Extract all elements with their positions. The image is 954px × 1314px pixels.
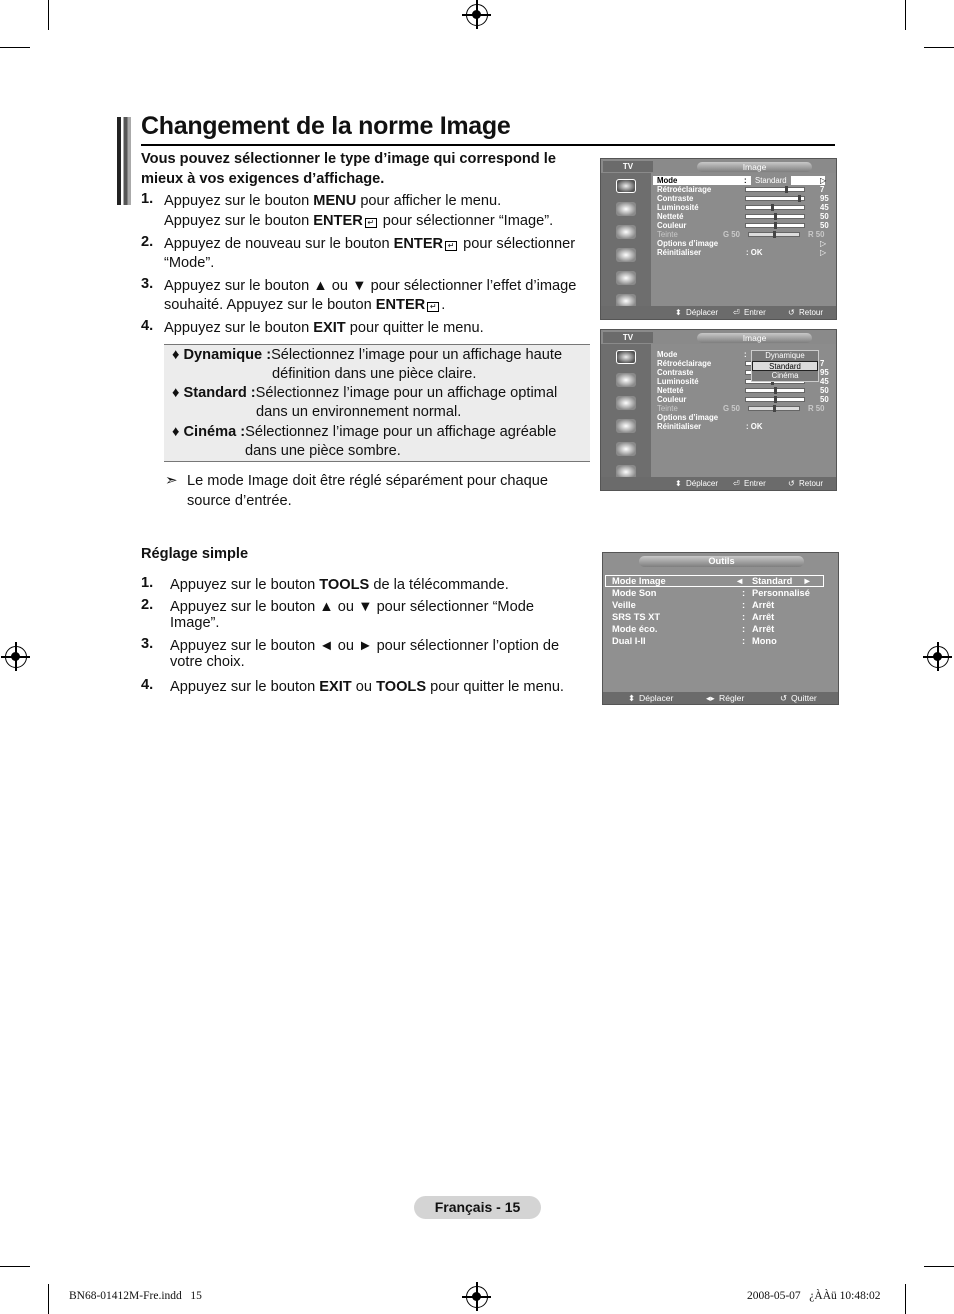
tv-label: TV [603,332,653,343]
mode-descriptions-box [164,344,590,462]
note-line-2: source d’entrée. [187,493,292,509]
enter-icon: ↵ [445,241,457,251]
menu-row-backlight[interactable]: Rétroéclairage [657,185,712,194]
step-number: 3. [141,276,154,292]
slider-value: 95 [820,194,829,203]
slider-value: 45 [820,377,829,386]
enter-icon: ↵ [365,218,377,228]
mode-dynamique-line-2: définition dans une pièce claire. [272,366,477,382]
menu-row-tint: Teinte [657,404,678,413]
menu-row-contrast[interactable]: Contraste [657,194,694,203]
menu-title: Image [697,162,812,172]
menu-header [601,330,836,344]
menu-row-brightness[interactable]: Luminosité [657,203,699,212]
tools-value-eco-mode: Arrêt [752,624,775,634]
note-arrow-icon: ➣ [165,472,178,489]
slider-value: 7 [820,359,825,368]
tv-menu-image-dropdown [600,329,837,491]
return-icon: ↺ [788,308,795,317]
page-number: Français - 15 [414,1196,541,1219]
arrow-right-icon: ▷ [820,239,826,248]
simple-step-2-line-2: Image”. [170,615,220,631]
step-number: 1. [141,191,154,207]
step-number: 2. [141,597,154,613]
footer-move: Déplacer [686,308,719,317]
menu-header [601,159,836,173]
slider-value: 50 [820,386,829,395]
tools-colon: : [742,612,746,622]
enter-icon: ⏎ [733,479,740,488]
slider-value: 45 [820,203,829,212]
menu-main [651,344,836,479]
slider-brightness[interactable] [745,205,805,210]
registration-mark-icon [466,4,488,26]
crop-mark [48,0,49,30]
crop-mark [924,47,954,48]
tools-value-dual: Mono [752,636,777,646]
tools-value-sound-mode: Personnalisé [752,588,810,598]
slider-value: 95 [820,368,829,377]
menu-row-sharpness[interactable]: Netteté [657,212,684,221]
menu-row-tint: Teinte [657,230,678,239]
footer-adjust: Régler [719,693,745,703]
dropdown-option-cinema[interactable]: Cinéma [771,371,799,380]
sound-icon[interactable] [616,202,636,216]
menu-row-mode[interactable]: Mode [657,350,678,359]
crop-mark [905,1284,906,1314]
tint-g-value: G 50 [723,404,740,413]
arrow-right-icon: ▷ [820,176,826,185]
tv-label: TV [603,161,653,172]
slider-knob[interactable] [774,387,777,394]
menu-row-brightness[interactable]: Luminosité [657,377,699,386]
mode-standard-line-1: ♦ Standard :Sélectionnez l’image pour un affichage optimal [172,385,558,401]
footer-move: Déplacer [639,693,674,703]
menu-row-highlight[interactable] [653,176,825,185]
tools-row-sound-mode[interactable]: Mode Son [612,588,657,598]
crop-mark [905,0,906,30]
menu-row-reset[interactable]: Réinitialiser [657,422,702,431]
slider-knob[interactable] [774,222,777,229]
step-4-line-1: Appuyez sur le bouton EXIT pour quitter le menu. [164,320,484,336]
slider-knob[interactable] [774,396,777,403]
menu-row-color[interactable]: Couleur [657,221,687,230]
step-3-line-1: Appuyez sur le bouton ▲ ou ▼ pour sélectionner l’effet d’image [164,278,577,294]
menu-title: Image [697,333,812,343]
simple-step-4: Appuyez sur le bouton EXIT ou TOOLS pour quitter le menu. [170,679,564,695]
input-icon[interactable] [616,442,636,456]
dropdown-option-dynamique[interactable]: Dynamique [765,351,805,360]
move-icon: ⬍ [675,308,682,317]
arrow-right-icon: ▷ [820,248,826,257]
tools-colon: : [742,636,746,646]
tools-colon: : [742,600,746,610]
menu-row-sharpness[interactable]: Netteté [657,386,684,395]
step-1-line-2: Appuyez sur le bouton ENTER ↵ pour sélectionner “Image”. [164,213,554,229]
simple-step-3-line-1: Appuyez sur le bouton ◄ ou ► pour sélectionner l’option de [170,638,560,654]
menu-row-mode[interactable]: Mode [657,176,678,185]
slider-sharpness[interactable] [745,388,805,393]
step-number: 2. [141,234,154,250]
slider-knob[interactable] [798,195,801,202]
slider-knob[interactable] [785,186,788,193]
slider-value: 7 [820,185,825,194]
tools-menu-title: Outils [639,556,804,567]
menu-colon: : [744,350,747,359]
step-number: 1. [141,575,154,591]
dropdown-option-standard[interactable]: Standard [752,361,818,371]
footer-exit: Quitter [791,693,817,703]
mode-standard-line-2: dans un environnement normal. [256,404,462,420]
menu-footer [601,477,836,490]
tools-row-picture-mode[interactable]: Mode Image [612,576,666,586]
title-decoration [117,117,131,205]
tools-value-picture-mode[interactable]: ◄ Standard ► [735,576,812,586]
note-line-1: Le mode Image doit être réglé séparément pour chaque [187,473,549,489]
registration-mark-icon [466,1286,488,1308]
step-number: 3. [141,636,154,652]
menu-row-color[interactable]: Couleur [657,395,687,404]
tools-row-srs[interactable]: SRS TS XT [612,612,661,622]
move-icon: ⬍ [628,693,636,703]
channel-icon[interactable] [616,396,636,410]
registration-mark-icon [927,646,949,668]
left-right-icon: ◂▸ [706,693,715,703]
footer-back: Retour [799,479,824,488]
step-2-line-1: Appuyez de nouveau sur le bouton ENTER ↵ pour sélectionner [164,236,576,252]
menu-colon: : [744,176,747,185]
tools-row-eco-mode[interactable]: Mode éco. [612,624,658,634]
footer-enter: Entrer [744,479,766,488]
enter-icon: ↵ [427,302,439,312]
tv-menu-image [600,158,837,320]
tools-colon: : [742,624,746,634]
setup-icon[interactable] [616,419,636,433]
registration-mark-icon [5,646,27,668]
date-slug: 2008-05-07 ¿ÀÀü 10:48:02 [747,1290,881,1302]
step-1-line-1: Appuyez sur le bouton MENU pour afficher le menu. [164,193,502,209]
menu-sidebar [601,173,651,308]
simple-step-1: Appuyez sur le bouton TOOLS de la télécommande. [170,577,509,593]
simple-setup-title: Réglage simple [141,546,249,562]
slider-knob[interactable] [771,204,774,211]
mode-value: Standard [751,176,791,185]
tint-r-value: R 50 [808,230,825,239]
menu-footer [601,306,836,319]
tools-colon: : [742,588,746,598]
picture-icon[interactable] [616,350,636,364]
slider-knob [773,231,776,238]
slider-value: 50 [820,212,829,221]
setup-icon[interactable] [616,248,636,262]
tools-value-srs: Arrêt [752,612,775,622]
title-rule [141,144,835,146]
menu-main [651,173,836,308]
return-icon: ↺ [780,693,788,703]
page-title: Changement de la norme Image [141,112,511,140]
step-number: 4. [141,677,154,693]
mode-dropdown[interactable] [751,350,819,382]
crop-mark [0,47,30,48]
crop-mark [924,1266,954,1267]
menu-row-picture-options[interactable]: Options d’image [657,239,719,248]
slider-color[interactable] [745,397,805,402]
slider-color[interactable] [745,223,805,228]
tools-row-dual[interactable]: Dual I-II [612,636,646,646]
footer-back: Retour [799,308,824,317]
tools-row-sleep[interactable]: Veille [612,600,636,610]
slider-contrast[interactable] [745,196,805,201]
slider-knob [773,405,776,412]
sound-icon[interactable] [616,373,636,387]
return-icon: ↺ [788,479,795,488]
slider-value: 50 [820,221,829,230]
slider-knob[interactable] [774,213,777,220]
step-number: 4. [141,318,154,334]
menu-row-picture-options[interactable]: Options d’image [657,413,719,422]
mode-cinema-line-1: ♦ Cinéma :Sélectionnez l’image pour un affichage agréable [172,424,557,440]
menu-row-reset[interactable]: Réinitialiser [657,248,702,257]
simple-step-2-line-1: Appuyez sur le bouton ▲ ou ▼ pour sélectionner “Mode [170,599,534,615]
mode-dynamique-line-1: ♦ Dynamique :Sélectionnez l’image pour un affichage haute [172,347,563,363]
intro-text: Vous pouvez sélectionner le type d’image qui correspond le mieux à vos exigences d’affichage. [141,151,556,187]
step-3-line-2: souhaité. Appuyez sur le bouton ENTER ↵ . [164,297,446,313]
footer-move: Déplacer [686,479,719,488]
simple-step-3-line-2: votre choix. [170,654,245,670]
reset-value: : OK [746,248,763,257]
slider-value: 50 [820,395,829,404]
slider-sharpness[interactable] [745,214,805,219]
slider-tint [748,406,800,411]
enter-icon: ⏎ [733,308,740,317]
step-2-line-2: “Mode”. [164,255,215,271]
tools-value-sleep: Arrêt [752,600,775,610]
menu-row-backlight[interactable]: Rétroéclairage [657,359,712,368]
slider-tint [748,232,800,237]
menu-row-contrast[interactable]: Contraste [657,368,694,377]
crop-mark [48,1284,49,1314]
tools-footer [603,692,838,704]
file-slug: BN68-01412M-Fre.indd 15 [69,1290,202,1302]
reset-value: : OK [746,422,763,431]
slider-backlight[interactable] [745,187,805,192]
picture-icon[interactable] [616,179,636,193]
move-icon: ⬍ [675,479,682,488]
menu-sidebar [601,344,651,479]
mode-cinema-line-2: dans une pièce sombre. [245,443,401,459]
footer-enter: Entrer [744,308,766,317]
crop-mark [0,1266,30,1267]
tint-r-value: R 50 [808,404,825,413]
channel-icon[interactable] [616,225,636,239]
tools-menu [602,552,839,705]
tint-g-value: G 50 [723,230,740,239]
input-icon[interactable] [616,271,636,285]
